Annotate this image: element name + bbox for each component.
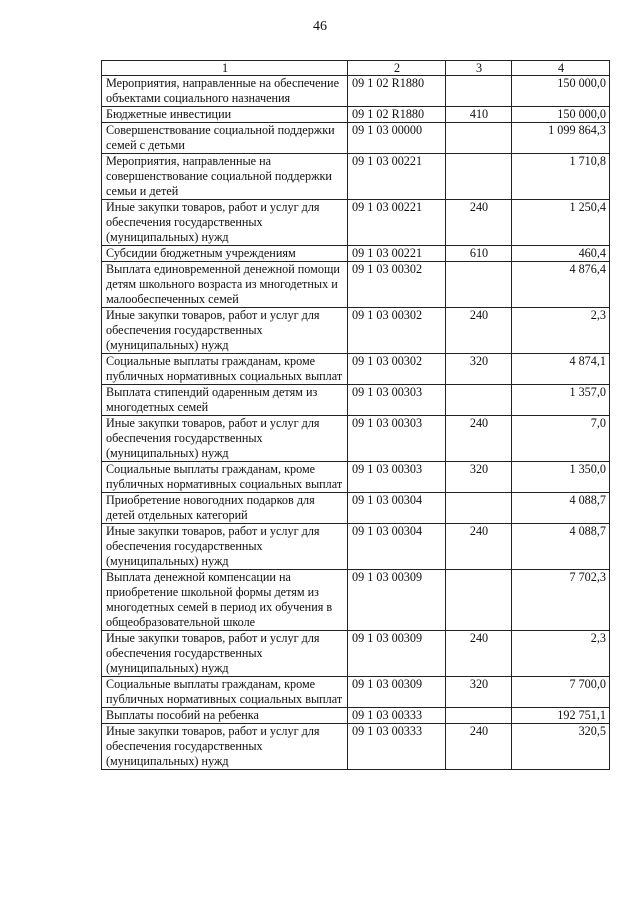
cell-code: 09 1 03 00303	[348, 385, 446, 416]
cell-expense-type: 320	[446, 354, 512, 385]
table-row	[102, 246, 610, 262]
cell-code: 09 1 03 00309	[348, 631, 446, 677]
cell-amount: 4 874,1	[512, 354, 610, 385]
cell-amount: 7,0	[512, 416, 610, 462]
cell-amount: 4 088,7	[512, 493, 610, 524]
cell-amount: 1 250,4	[512, 200, 610, 246]
cell-amount: 1 350,0	[512, 462, 610, 493]
cell-code: 09 1 03 00000	[348, 123, 446, 154]
cell-expense-type: 320	[446, 462, 512, 493]
cell-expense-type	[446, 570, 512, 631]
table-row	[102, 123, 610, 154]
cell-name: Социальные выплаты гражданам, кроме публичных нормативных социальных выплат	[102, 677, 348, 708]
cell-name: Субсидии бюджетным учреждениям	[102, 246, 348, 262]
cell-code: 09 1 03 00221	[348, 154, 446, 200]
cell-expense-type: 410	[446, 107, 512, 123]
table-header-row	[102, 61, 610, 76]
column-header-code: 2	[348, 61, 446, 76]
cell-code: 09 1 03 00303	[348, 416, 446, 462]
cell-code: 09 1 03 00304	[348, 524, 446, 570]
cell-amount: 4 876,4	[512, 262, 610, 308]
table-row	[102, 708, 610, 724]
cell-name: Иные закупки товаров, работ и услуг для обеспечения государственных (муниципальных) нужд	[102, 524, 348, 570]
column-header-expense-type: 3	[446, 61, 512, 76]
table-row	[102, 200, 610, 246]
cell-expense-type: 240	[446, 631, 512, 677]
cell-name: Иные закупки товаров, работ и услуг для обеспечения государственных (муниципальных) нужд	[102, 724, 348, 770]
table-row	[102, 354, 610, 385]
cell-amount: 1 357,0	[512, 385, 610, 416]
cell-amount: 7 700,0	[512, 677, 610, 708]
cell-expense-type	[446, 262, 512, 308]
cell-expense-type: 240	[446, 200, 512, 246]
cell-amount: 1 099 864,3	[512, 123, 610, 154]
cell-code: 09 1 03 00302	[348, 262, 446, 308]
cell-code: 09 1 03 00304	[348, 493, 446, 524]
table-row	[102, 107, 610, 123]
cell-amount: 1 710,8	[512, 154, 610, 200]
cell-name: Иные закупки товаров, работ и услуг для обеспечения государственных (муниципальных) нужд	[102, 631, 348, 677]
cell-amount: 320,5	[512, 724, 610, 770]
table-row	[102, 724, 610, 770]
cell-name: Социальные выплаты гражданам, кроме публичных нормативных социальных выплат	[102, 354, 348, 385]
cell-name: Бюджетные инвестиции	[102, 107, 348, 123]
table-row	[102, 385, 610, 416]
table-row	[102, 308, 610, 354]
cell-amount: 2,3	[512, 631, 610, 677]
cell-amount: 7 702,3	[512, 570, 610, 631]
cell-name: Приобретение новогодних подарков для детей отдельных категорий	[102, 493, 348, 524]
cell-code: 09 1 03 00333	[348, 724, 446, 770]
budget-table	[101, 60, 610, 770]
column-header-amount: 4	[512, 61, 610, 76]
cell-name: Выплата денежной компенсации на приобретение школьной формы детям из многодетных семей в период их обучения в общеобразовательной школе	[102, 570, 348, 631]
page-number: 46	[313, 19, 327, 34]
cell-code: 09 1 03 00302	[348, 308, 446, 354]
table-row	[102, 677, 610, 708]
cell-amount: 192 751,1	[512, 708, 610, 724]
table-row	[102, 493, 610, 524]
cell-code: 09 1 03 00303	[348, 462, 446, 493]
table-row	[102, 570, 610, 631]
cell-name: Социальные выплаты гражданам, кроме публичных нормативных социальных выплат	[102, 462, 348, 493]
column-header-name: 1	[102, 61, 348, 76]
cell-name: Выплата стипендий одаренным детям из многодетных семей	[102, 385, 348, 416]
cell-name: Иные закупки товаров, работ и услуг для обеспечения государственных (муниципальных) нужд	[102, 416, 348, 462]
cell-code: 09 1 03 00309	[348, 677, 446, 708]
cell-code: 09 1 03 00302	[348, 354, 446, 385]
cell-expense-type: 240	[446, 724, 512, 770]
cell-code: 09 1 03 00221	[348, 246, 446, 262]
cell-code: 09 1 03 00309	[348, 570, 446, 631]
cell-expense-type	[446, 154, 512, 200]
cell-name: Иные закупки товаров, работ и услуг для обеспечения государственных (муниципальных) нужд	[102, 308, 348, 354]
cell-expense-type	[446, 493, 512, 524]
cell-expense-type: 320	[446, 677, 512, 708]
cell-name: Совершенствование социальной поддержки семей с детьми	[102, 123, 348, 154]
table-row	[102, 416, 610, 462]
cell-code: 09 1 02 R1880	[348, 107, 446, 123]
cell-expense-type	[446, 76, 512, 107]
cell-name: Мероприятия, направленные на совершенствование социальной поддержки семьи и детей	[102, 154, 348, 200]
cell-expense-type	[446, 385, 512, 416]
cell-code: 09 1 03 00333	[348, 708, 446, 724]
table-row	[102, 262, 610, 308]
table-row	[102, 462, 610, 493]
table-row	[102, 524, 610, 570]
cell-expense-type	[446, 123, 512, 154]
table-row	[102, 631, 610, 677]
table-row	[102, 76, 610, 107]
cell-code: 09 1 02 R1880	[348, 76, 446, 107]
cell-name: Выплаты пособий на ребенка	[102, 708, 348, 724]
cell-amount: 460,4	[512, 246, 610, 262]
cell-name: Выплата единовременной денежной помощи детям школьного возраста из многодетных и малообеспеченных семей	[102, 262, 348, 308]
cell-code: 09 1 03 00221	[348, 200, 446, 246]
cell-amount: 4 088,7	[512, 524, 610, 570]
cell-name: Иные закупки товаров, работ и услуг для обеспечения государственных (муниципальных) нужд	[102, 200, 348, 246]
cell-amount: 2,3	[512, 308, 610, 354]
cell-amount: 150 000,0	[512, 107, 610, 123]
cell-amount: 150 000,0	[512, 76, 610, 107]
cell-expense-type: 240	[446, 308, 512, 354]
cell-expense-type: 240	[446, 524, 512, 570]
cell-name: Мероприятия, направленные на обеспечение объектами социального назначения	[102, 76, 348, 107]
cell-expense-type: 240	[446, 416, 512, 462]
table-row	[102, 154, 610, 200]
cell-expense-type: 610	[446, 246, 512, 262]
cell-expense-type	[446, 708, 512, 724]
